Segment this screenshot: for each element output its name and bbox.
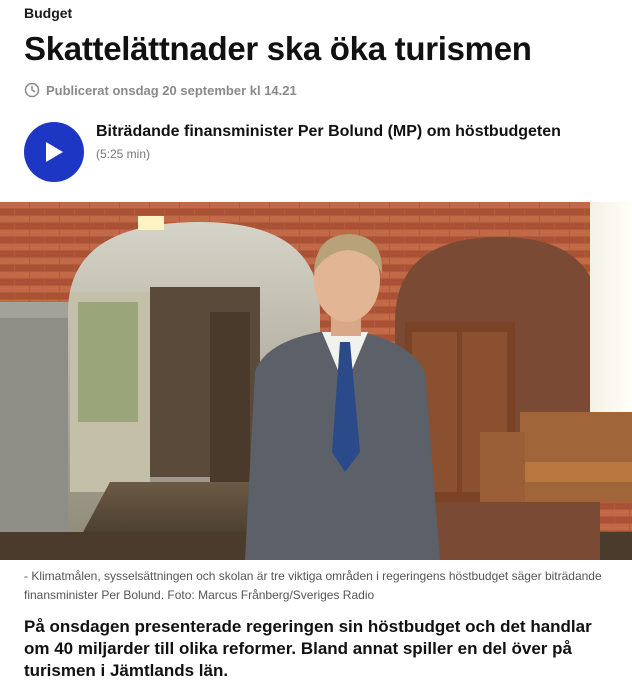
audio-player — [24, 122, 561, 182]
article-lead: På onsdagen presenterade regeringen sin höstbudget och det handlar om 40 miljarder till olika reformer. Bland annat spiller en del över på turismen i Jämtlands län. — [24, 617, 592, 680]
image-caption: - Klimatmålen, sysselsättningen och skolan är tre viktiga områden i regeringens höstbudget säger biträdande finansminister Per Bolund. Foto: Marcus Frånberg/Sveriges Radio — [24, 569, 602, 602]
publish-date: Publicerat onsdag 20 september kl 14.21 — [46, 82, 297, 98]
publish-info — [24, 82, 297, 98]
category-label[interactable]: Budget — [24, 5, 73, 21]
play-icon — [43, 140, 65, 164]
play-button[interactable] — [24, 122, 84, 182]
clock-icon — [24, 82, 40, 98]
audio-title-link[interactable]: Biträdande finansminister Per Bolund (MP) om höstbudgeten — [96, 123, 561, 140]
photo-illustration — [0, 202, 632, 560]
article-title: Skattelättnader ska öka turismen — [24, 30, 532, 67]
audio-duration: (5:25 min) — [96, 147, 151, 161]
article-photo — [0, 202, 632, 560]
